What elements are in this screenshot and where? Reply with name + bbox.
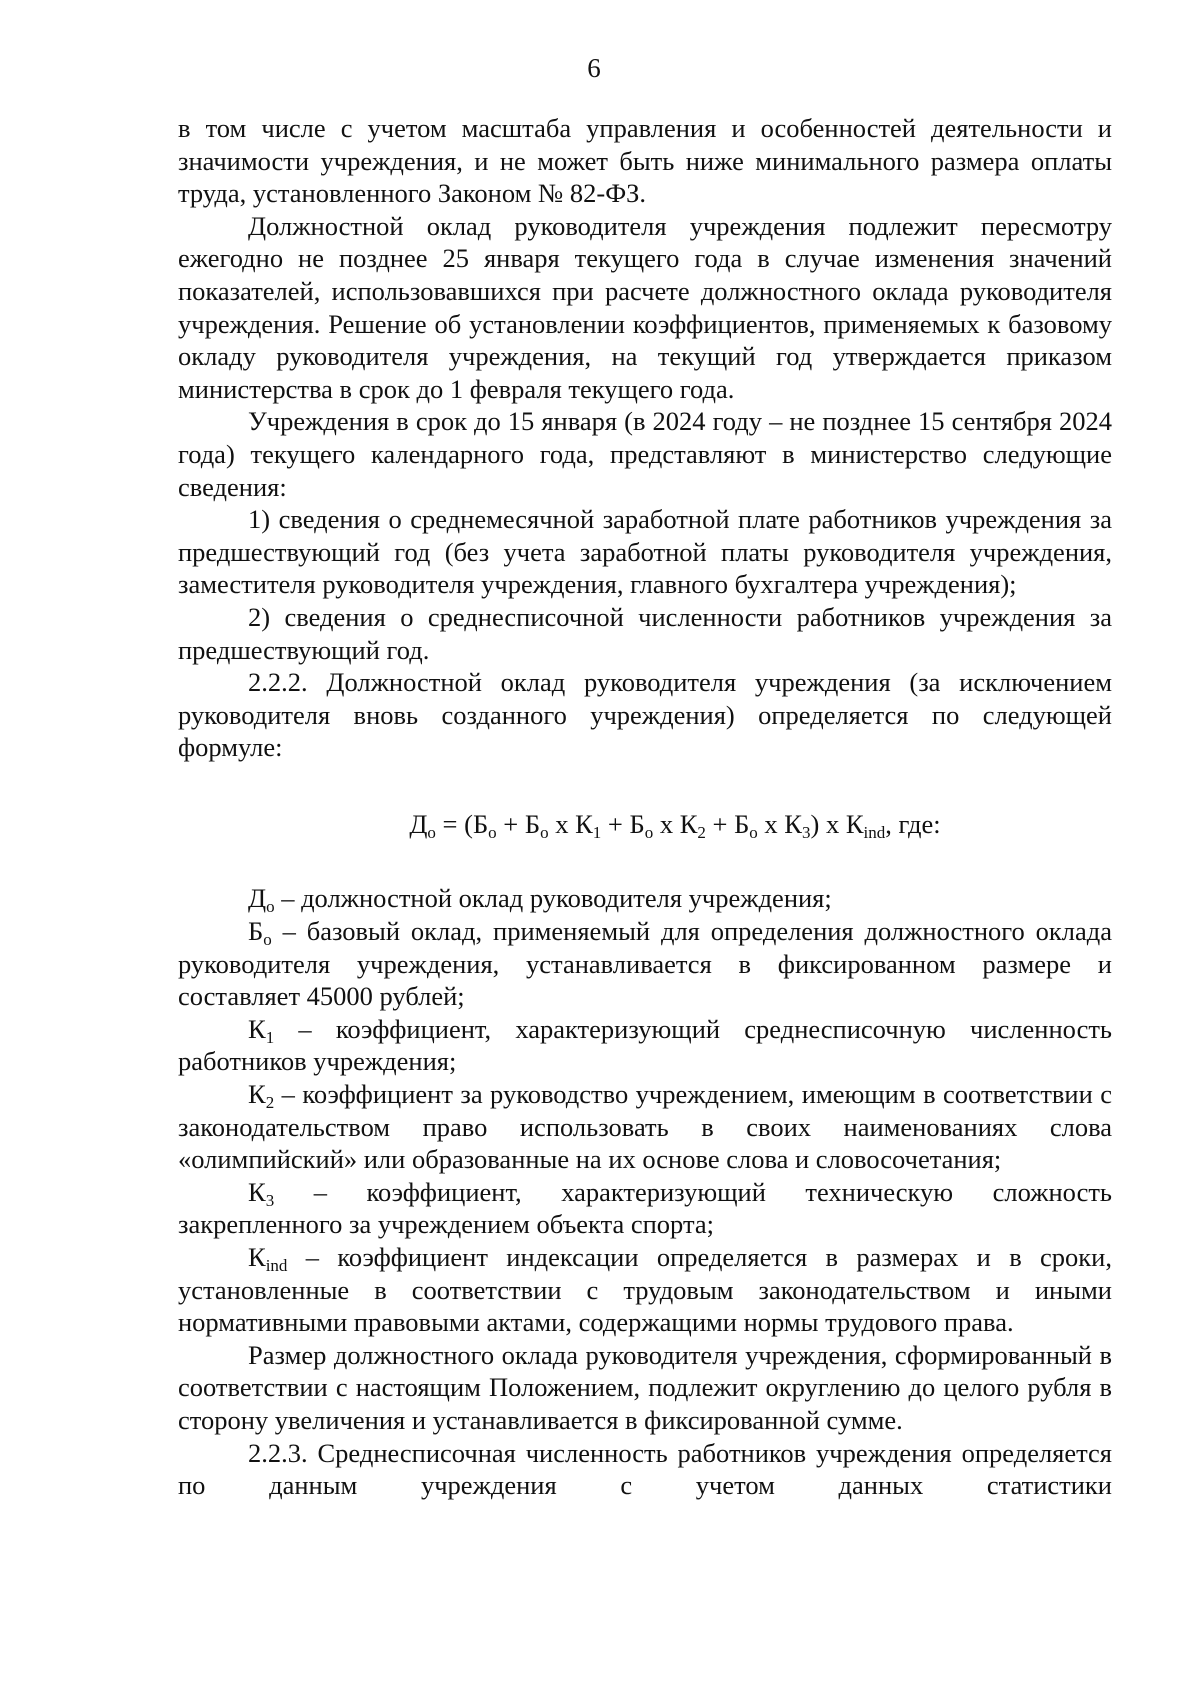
definition-kind: $К_{ind}$ – коэффициент индексации определяется в размерах и в сроки, установленные в соответствии с трудовым законодательством и иными нормативными правовыми актами, содержащими нормы трудового права. <box>178 1242 1112 1338</box>
paragraph-salary-revision: Должностной оклад руководителя учреждения подлежит пересмотру ежегодно не позднее 25 января текущего года в случае изменения значений показателей, использовавшихся при расчете должностного оклада руководителя учреждения. Решение об установлении коэффициентов, применяемых к базовому окладу руководителя учреждения, на текущий год утверждается приказом министерства в срок до 1 февраля текущего года. <box>178 210 1112 404</box>
paragraph-submission-deadline: Учреждения в срок до 15 января (в 2024 году – не позднее 15 сентября 2024 года) текущего календарного года, представляют в министерство следующие сведения: <box>178 406 1112 502</box>
page-number: 6 <box>587 53 601 83</box>
definition-do: $Д_о$ – должностной оклад руководителя учреждения; <box>248 883 832 917</box>
document-body <box>178 112 1112 1502</box>
definition-k1: $К_1$ – коэффициент, характеризующий среднесписочную численность работников учреждения; <box>178 1013 1112 1077</box>
paragraph-intro-continuation: в том числе с учетом масштаба управления и особенностей деятельности и значимости учреждения, и не может быть ниже минимального размера оплаты труда, установленного Законом № 82-ФЗ. <box>178 113 1112 209</box>
paragraph-average-headcount: 2.2.3. Среднесписочная численность работников учреждения определяется по данным учреждения с учетом данных статистики <box>178 1437 1112 1501</box>
definition-bo: $Б_о$ – базовый оклад, применяемый для определения должностного оклада руководителя учреждения, устанавливается в фиксированном размере и составляет 45000 рублей; <box>178 916 1112 1012</box>
salary-formula: $Д_о = (Б_о + Б_о$ х $К_1 + Б_о$ х $К_2 + Б_о$ х $К_3$) х $К_{ind}$, где: <box>409 808 941 842</box>
definition-k3: $К_3$ – коэффициент, характеризующий техническую сложность закрепленного за учреждением объекта спорта; <box>178 1176 1112 1240</box>
paragraph-formula-intro: 2.2.2. Должностной оклад руководителя учреждения (за исключением руководителя вновь созданного учреждения) определяется по следующей формуле: <box>178 667 1112 763</box>
paragraph-rounding: Размер должностного оклада руководителя учреждения, сформированный в соответствии с настоящим Положением, подлежит округлению до целого рубля в сторону увеличения и устанавливается в фиксированной сумме. <box>178 1339 1112 1435</box>
definition-k2: $К_2$ – коэффициент за руководство учреждением, имеющим в соответствии с законодательством право использовать в своих наименованиях слова «олимпийский» или образованные на их основе слова и словосочетания; <box>178 1079 1112 1175</box>
list-item-headcount: 2) сведения о среднесписочной численности работников учреждения за предшествующий год. <box>178 601 1112 665</box>
list-item-average-wage: 1) сведения о среднемесячной заработной плате работников учреждения за предшествующий год (без учета заработной платы руководителя учреждения, заместителя руководителя учреждения, главного бухгалтера учреждения); <box>178 504 1112 600</box>
